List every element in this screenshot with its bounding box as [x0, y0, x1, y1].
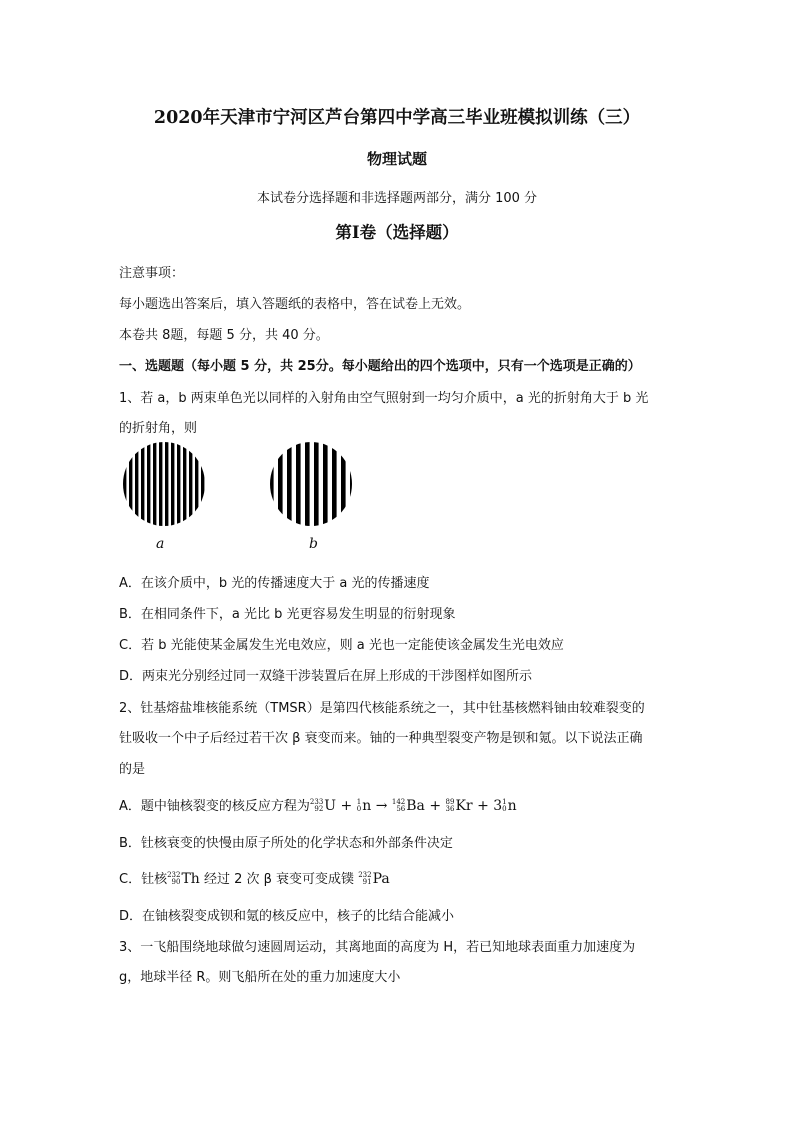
notes-line-2: 本卷共 8题，每题 5 分，共 40 分。 [119, 328, 329, 343]
protactinium-symbol: 232 91 Pa [358, 871, 390, 887]
q1-option-a: A．在该介质中，b 光的传播速度大于 a 光的传播速度 [119, 576, 430, 591]
interference-pattern-b [265, 440, 357, 532]
q2-option-a [119, 795, 517, 814]
part1-heading: 一、选题题（每小题 5 分，共 25分。每小题给出的四个选项中，只有一个选项是正确的） [119, 359, 641, 374]
section-heading: 第Ⅰ卷（选择题） [335, 223, 459, 242]
interference-pattern-a [118, 440, 210, 532]
exam-description: 本试卷分选择题和非选择题两部分，满分 100 分 [256, 191, 538, 206]
notes-heading: 注意事项： [119, 266, 185, 281]
q1-stem-line-1: 1、若 a，b 两束单色光以同样的入射角由空气照射到一均匀介质中，a 光的折射角大于 b 光 [119, 391, 649, 406]
thorium-symbol: 232 90 Th [167, 871, 200, 887]
q1-option-d: D．两束光分别经过同一双缝干涉装置后在屏上形成的干涉图样如图所示 [119, 669, 533, 684]
q1-option-b: B．在相同条件下，a 光比 b 光更容易发生明显的衍射现象 [119, 607, 456, 622]
q3-stem-line-1: 3、一飞船围绕地球做匀速圆周运动，其离地面的高度为 H，若已知地球表面重力加速度为 [119, 940, 636, 955]
q2-stem-line-3: 的是 [119, 762, 146, 777]
q1-option-c: C．若 b 光能使某金属发生光电效应，则 a 光也一定能使该金属发生光电效应 [119, 638, 564, 653]
exam-subject: 物理试题 [366, 150, 427, 168]
fig-label-a: a [156, 536, 165, 552]
q2-option-c: C．钍核 232 90 Th 经过 2 次 β 衰变可变成镤 232 91 Pa [119, 871, 390, 887]
exam-title: 2020年天津市宁河区芦台第四中学高三毕业班模拟训练（三） [153, 108, 641, 128]
fission-equation: 233 92 U + 1 0 n → 142 56 Ba + 89 36 Kr + 3 1 0 n [309, 798, 517, 814]
q2-stem-line-1: 2、钍基熔盐堆核能系统（TMSR）是第四代核能系统之一，其中钍基核燃料铀由较难裂变的 [119, 701, 645, 716]
q3-stem-line-2: g，地球半径 R。则飞船所在处的重力加速度大小 [119, 970, 401, 985]
fig-label-b: b [309, 536, 318, 552]
q2-option-a-text: A．题中铀核裂变的核反应方程为 [119, 799, 310, 814]
q2-stem-line-2: 钍吸收一个中子后经过若干次 β 衰变而来。铀的一种典型裂变产物是钡和氪。以下说法正确 [119, 731, 643, 746]
q1-stem-line-2: 的折射角，则 [119, 421, 198, 436]
notes-line-1: 每小题选出答案后，填入答题纸的表格中，答在试卷上无效。 [119, 297, 471, 312]
q2-option-d: D．在铀核裂变成钡和氪的核反应中，核子的比结合能减小 [119, 909, 455, 924]
q2-option-b: B．钍核衰变的快慢由原子所处的化学状态和外部条件决定 [119, 836, 453, 851]
